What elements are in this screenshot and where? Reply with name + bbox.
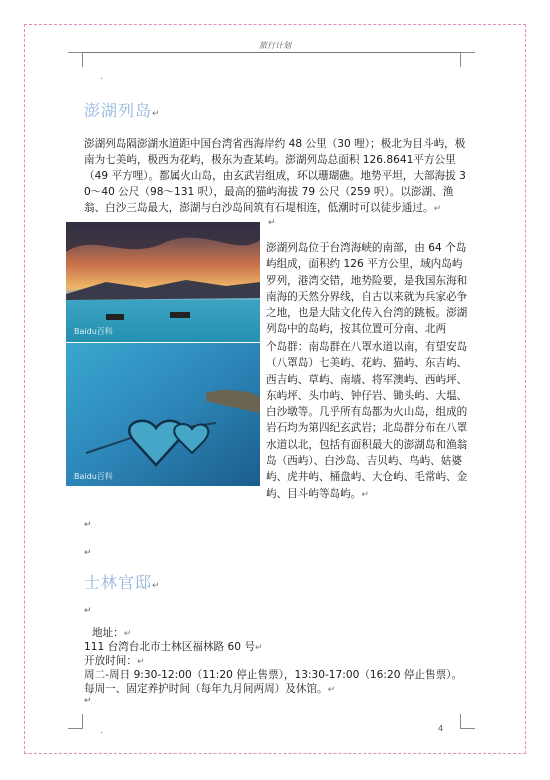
paragraph-mark-icon: ↵ [84,696,92,706]
section-title-penghu: 澎湖列岛↵ [84,101,161,120]
section-title-shilin: 士林官邸↵ [84,573,161,592]
header-rule [82,52,460,53]
paragraph-mark-icon: ↵ [84,606,92,616]
baidu-watermark: Baidu百科 [74,472,113,481]
address-label: 地址：↵ [92,627,132,639]
address-line: 111 台湾台北市士林区福林路 60 号↵ [84,641,263,653]
paragraph-mark-icon: ↵ [84,520,92,530]
hours-line: 周二-周日 9:30-12:00（11:20 停止售票），13:30-17:00（16:20 停止售票）。 [84,669,463,681]
photo-heart-weir [66,343,260,486]
crop-mark-top-right [460,52,475,67]
penghu-column-paragraph-2: 个岛群：南岛群在八罩水道以南，有望安岛（八罩岛）七美屿、花屿、猫屿、东吉屿、西吉屿、草屿、南墙、将军澳屿、西屿坪、东屿坪、头巾屿、钟仔岩、锄头屿、大塭、白沙墩等。几乎所有岛都为火山岛，组成的岩石均为第四纪玄武岩；北岛群分布在八罩水道以北，包括有面积最大的澎湖岛和渔翁岛（西屿）、白沙岛、吉贝屿、鸟屿、姑婆屿、虎井屿、桶盘屿、大仓屿、毛常屿、金屿、目斗屿等岛屿。↵ [266,341,468,500]
baidu-watermark: Baidu百科 [74,327,113,336]
paragraph-mark-icon: . [100,726,103,736]
paragraph-mark-icon: ↵ [84,548,92,558]
penghu-column-paragraph-1: 澎湖列岛位于台湾海峡的南部，由 64 个岛屿组成，面积约 126 平方公里，域内岛屿罗列，港湾交错，地势险要，是我国东海和南海的天然分界线，自古以来就为兵家必争之地，也是大陆文化传入台湾的跳板。澎湖列岛中的岛屿，按其位置可分南、北两 [266,242,468,336]
crop-mark-bottom-left [68,714,83,729]
closed-line: 每周一、固定养护时间（每年九月间两周）及休馆。↵ [84,683,336,695]
paragraph-mark-icon: . [100,72,103,82]
penghu-intro-paragraph: 澎湖列岛隔澎湖水道距中国台湾省西海岸约 48 公里（30 哩）；极北为目斗屿，极南为七美屿，极西为花屿，极东为查某屿。澎湖列岛总面积 126.8641平方公里（49 平方哩）。都属火山岛，由玄武岩组成，环以珊瑚礁。地势平坦，大部海拔 30～40 公尺（98～131 呎），最高的猫屿海拔 79 公尺（259 呎）。以澎湖、渔翁、白沙三岛最大，澎湖与白沙岛间筑有石堤相连，低潮时可以徒步通过。↵ [84,138,466,214]
crop-mark-top-left [68,52,83,67]
hours-label: 开放时间：↵ [84,655,145,667]
crop-mark-bottom-right [460,714,475,729]
paragraph-mark-icon: ↵ [268,218,276,228]
header-text: 旅行计划 [259,41,291,50]
photo-sunset-lake [66,222,260,342]
page-number: 4 [438,724,444,733]
